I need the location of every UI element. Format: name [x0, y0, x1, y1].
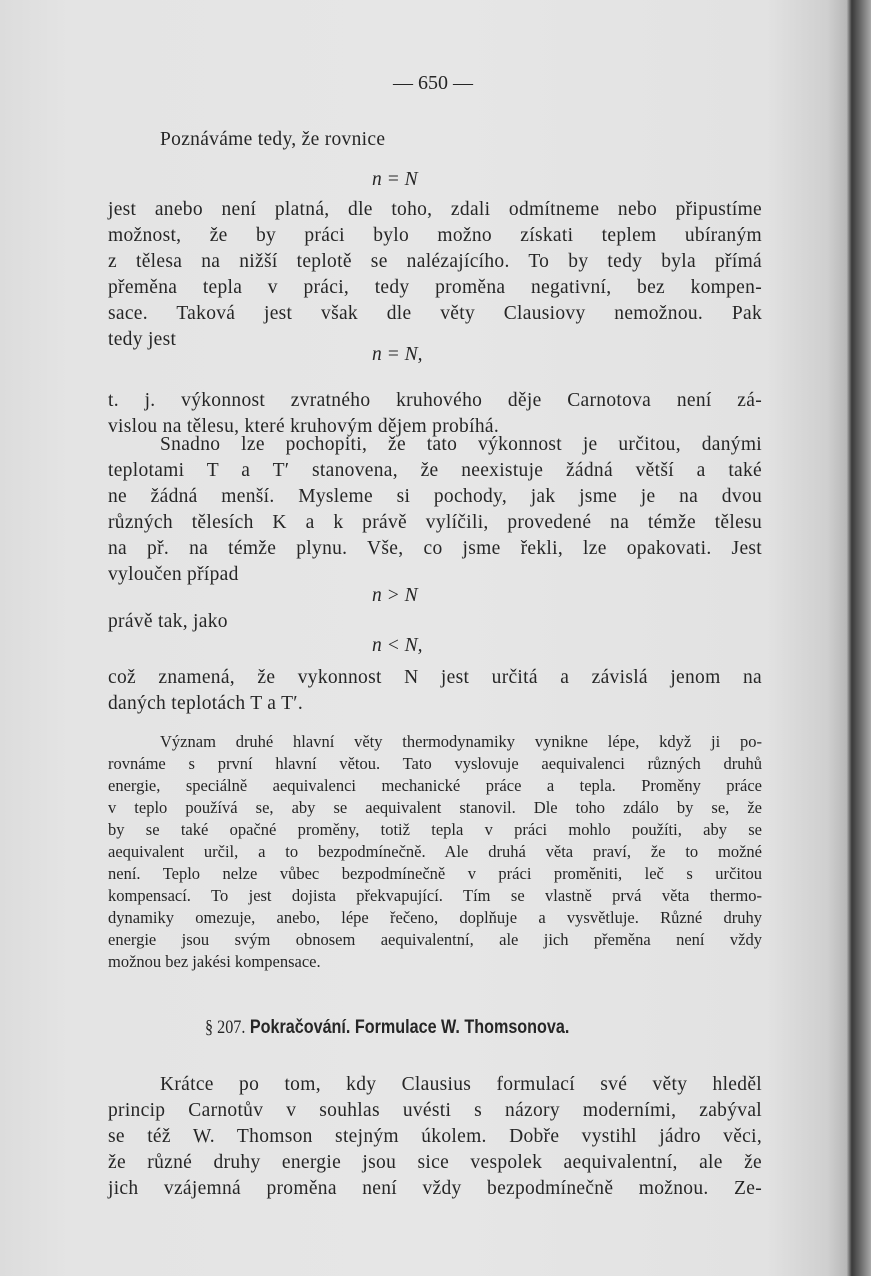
page-number: — 650 — [393, 72, 473, 94]
paragraph-line: že různé druhy energie jsou sice vespolek aequivalentní, ale že [108, 1152, 762, 1173]
note-line: rovnáme s první hlavní větou. Tato vyslovuje aequivalenci různých druhů [108, 754, 762, 773]
note-line: kompensací. To jest dojista překvapující. Tím se vlastně prvá věta thermo- [108, 886, 762, 905]
section-heading [205, 1017, 569, 1039]
note-line: energie jsou svým obnosem aequivalentní, ale jich přeměna není vždy [108, 930, 762, 949]
paragraph-line: t. j. výkonnost zvratného kruhového děje Carnotova není zá- [108, 390, 762, 411]
paragraph-line: Poznáváme tedy, že rovnice [160, 129, 386, 150]
paragraph-line: Snadno lze pochopiti, že tato výkonnost je určitou, danými [160, 434, 762, 455]
paragraph-line: Krátce po tom, kdy Clausius formulací své věty hleděl [160, 1074, 762, 1095]
paragraph-line: daných teplotách T a T′. [108, 693, 304, 714]
section-number: § 207. [205, 1017, 246, 1038]
paragraph-line: na př. na témže plynu. Vše, co jsme řekli, lze opakovati. Jest [108, 538, 762, 559]
note-line: v teplo používá se, aby se aequivalent stanovil. Dle toho zdálo by se, že [108, 798, 762, 817]
paragraph-line: různých tělesích K a k právě vylíčili, provedené na témže tělesu [108, 512, 762, 533]
section-title: Pokračování. Formulace W. Thomsonova. [249, 1017, 570, 1038]
equation: n = N, [372, 344, 423, 365]
paragraph-line: tedy jest [108, 329, 177, 350]
paragraph-line: se též W. Thomson stejným úkolem. Dobře vystihl jádro věci, [108, 1126, 762, 1147]
paragraph-line: možnost, že by práci bylo možno získati teplem ubíraným [108, 225, 762, 246]
paragraph-line: jich vzájemná proměna není vždy bezpodmínečně možnou. Ze- [108, 1178, 762, 1199]
paragraph-line: z tělesa na nižší teplotě se nalézajícího. To by tedy byla přímá [108, 251, 762, 272]
note-line: dynamiky omezuje, anebo, lépe řečeno, doplňuje a vysvětluje. Různé druhy [108, 908, 762, 927]
paragraph-line: sace. Taková jest však dle věty Clausiovy nemožnou. Pak [108, 303, 762, 324]
paragraph-line: což znamená, že vykonnost N jest určitá a závislá jenom na [108, 667, 762, 688]
equation: n < N, [372, 635, 423, 656]
note-line: možnou bez jakési kompensace. [108, 952, 321, 971]
paragraph-line: princip Carnotův v souhlas uvésti s názory moderními, zabýval [108, 1100, 762, 1121]
paragraph-line: jest anebo není platná, dle toho, zdali odmítneme nebo připustíme [108, 199, 762, 220]
note-line: není. Teplo nelze vůbec bezpodmínečně v práci proměniti, leč s určitou [108, 864, 762, 883]
equation: n = N [372, 169, 418, 190]
paragraph-line: ne žádná menší. Mysleme si pochody, jak jsme je na dvou [108, 486, 762, 507]
note-line: by se také opačné proměny, totiž tepla v práci mohlo použíti, aby se [108, 820, 762, 839]
note-line: energie, speciálně aequivalenci mechanické práce a tepla. Proměny práce [108, 776, 762, 795]
equation: n > N [372, 585, 418, 606]
note-line: Význam druhé hlavní věty thermodynamiky vynikne lépe, když ji po- [160, 732, 762, 751]
paragraph-line: vislou na tělesu, které kruhovým dějem probíhá. [108, 416, 500, 437]
paragraph-line: vyloučen případ [108, 564, 239, 585]
note-line: aequivalent určil, a to bezpodmínečně. Ale druhá věta praví, že to možné [108, 842, 762, 861]
paragraph-line: právě tak, jako [108, 611, 228, 632]
paragraph-line: teplotami T a T′ stanovena, že neexistuje žádná větší a také [108, 460, 762, 481]
paragraph-line: přeměna tepla v práci, tedy proměna negativní, bez kompen- [108, 277, 762, 298]
